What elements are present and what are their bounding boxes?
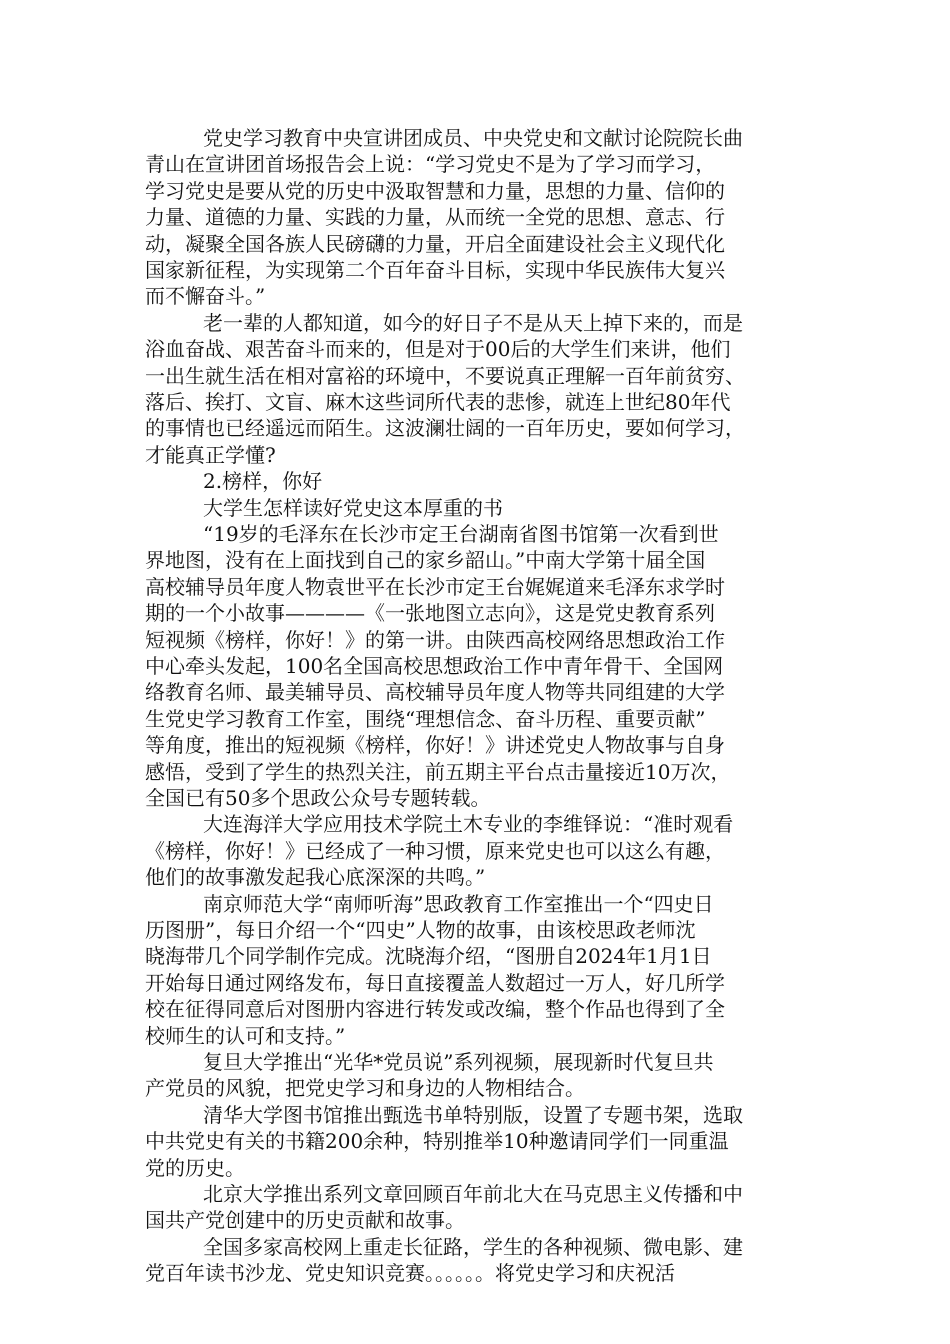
text-line: 等角度，推出的短视频《榜样，你好！》讲述党史人物故事与自身: [145, 733, 725, 758]
text-line: 大学生怎样读好党史这本厚重的书: [203, 495, 503, 520]
text-line: 而不懈奋斗。”: [145, 284, 266, 309]
text-line: “19岁的毛泽东在长沙市定王台湖南省图书馆第一次看到世: [203, 522, 719, 546]
text-line: 党的历史。: [145, 1155, 245, 1180]
text-line: 的事情也已经遥远而陌生。这波澜壮阔的一百年历史，要如何学习，: [145, 416, 745, 441]
text-line: 动，凝聚全国各族人民磅礴的力量，开启全面建设社会主义现代化: [145, 231, 725, 256]
text-line: 国共产党创建中的历史贡献和故事。: [145, 1208, 465, 1233]
text-line: 校在征得同意后对图册内容进行转发或改编，整个作品也得到了全: [145, 997, 725, 1022]
text-line: 晓海带几个同学制作完成。沈晓海介绍，“图册自2024年1月1日: [145, 944, 712, 969]
text-line: 清华大学图书馆推出甄选书单特别版，设置了专题书架，选取: [203, 1102, 743, 1127]
text-line: 中心牵头发起，100名全国高校思想政治工作中青年骨干、全国网: [145, 654, 724, 678]
text-line: 校师生的认可和支持。”: [145, 1023, 346, 1048]
text-line: 浴血奋战、艰苦奋斗而来的，但是对于00后的大学生们来讲，他们: [145, 337, 731, 362]
text-line: 青山在宣讲团首场报告会上说：“学习党史不是为了学习而学习，: [145, 152, 716, 177]
text-line: 产党员的风貌，把党史学习和身边的人物相结合。: [145, 1076, 585, 1101]
text-line: 他们的故事激发起我心底深深的共鸣。”: [145, 865, 486, 890]
text-line: 南京师范大学“南师听海”思政教育工作室推出一个“四史日: [203, 891, 714, 916]
text-line: 国家新征程，为实现第二个百年奋斗目标，实现中华民族伟大复兴: [145, 258, 725, 282]
text-line: 全国多家高校网上重走长征路，学生的各种视频、微电影、建: [203, 1234, 743, 1259]
text-line: 全国已有50多个思政公众号专题转载。: [145, 786, 491, 810]
text-line: 短视频《榜样，你好！》的第一讲。由陕西高校网络思想政治工作: [145, 627, 725, 652]
text-line: 《榜样，你好！》已经成了一种习惯，原来党史也可以这么有趣，: [145, 838, 725, 863]
text-line: 高校辅导员年度人物袁世平在长沙市定王台娓娓道来毛泽东求学时: [145, 574, 725, 599]
text-line: 一出生就生活在相对富裕的环境中，不要说真正理解一百年前贫穷、: [145, 363, 745, 388]
text-line: 落后、挨打、文盲、麻木这些词所代表的悲惨，就连上世纪80年代: [145, 390, 731, 414]
text-line: 北京大学推出系列文章回顾百年前北大在马克思主义传播和中: [203, 1182, 743, 1206]
text-line: 老一辈的人都知道，如今的好日子不是从天上掉下来的，而是: [203, 310, 743, 335]
text-line: 开始每日通过网络发布，每日直接覆盖人数超过一万人，好几所学: [145, 970, 725, 995]
text-line: 界地图，没有在上面找到自己的家乡韶山。”中南大学第十届全国: [145, 548, 706, 573]
text-line: 大连海洋大学应用技术学院土木专业的李维铎说：“准时观看: [203, 812, 734, 837]
text-line: 才能真正学懂?: [145, 442, 276, 467]
text-line: 生党史学习教育工作室，围绕“理想信念、奋斗历程、重要贡献”: [145, 706, 706, 731]
text-line: 学习党史是要从党的历史中汲取智慧和力量，思想的力量、信仰的: [145, 178, 725, 203]
text-line: 复旦大学推出“光华*党员说”系列视频，展现新时代复旦共: [203, 1050, 714, 1074]
text-line: 期的一个小故事————《一张地图立志向》，这是党史教育系列: [145, 601, 715, 626]
text-line: 络教育名师、最美辅导员、高校辅导员年度人物等共同组建的大学: [145, 680, 725, 705]
text-line: 2.榜样，你好: [203, 469, 323, 494]
text-line: 感悟，受到了学生的热烈关注，前五期主平台点击量接近10万次，: [145, 759, 731, 784]
text-line: 党百年读书沙龙、党史知识竞赛。。。。。。将党史学习和庆祝活: [145, 1261, 675, 1286]
text-line: 中共党史有关的书籍200余种，特别推举10种邀请同学们一同重温: [145, 1129, 729, 1154]
text-line: 历图册”，每日介绍一个“四史”人物的故事，由该校思政老师沈: [145, 918, 696, 942]
text-line: 党史学习教育中央宣讲团成员、中央党史和文献讨论院院长曲: [203, 126, 743, 150]
text-line: 力量、道德的力量、实践的力量，从而统一全党的思想、意志、行: [145, 205, 725, 230]
